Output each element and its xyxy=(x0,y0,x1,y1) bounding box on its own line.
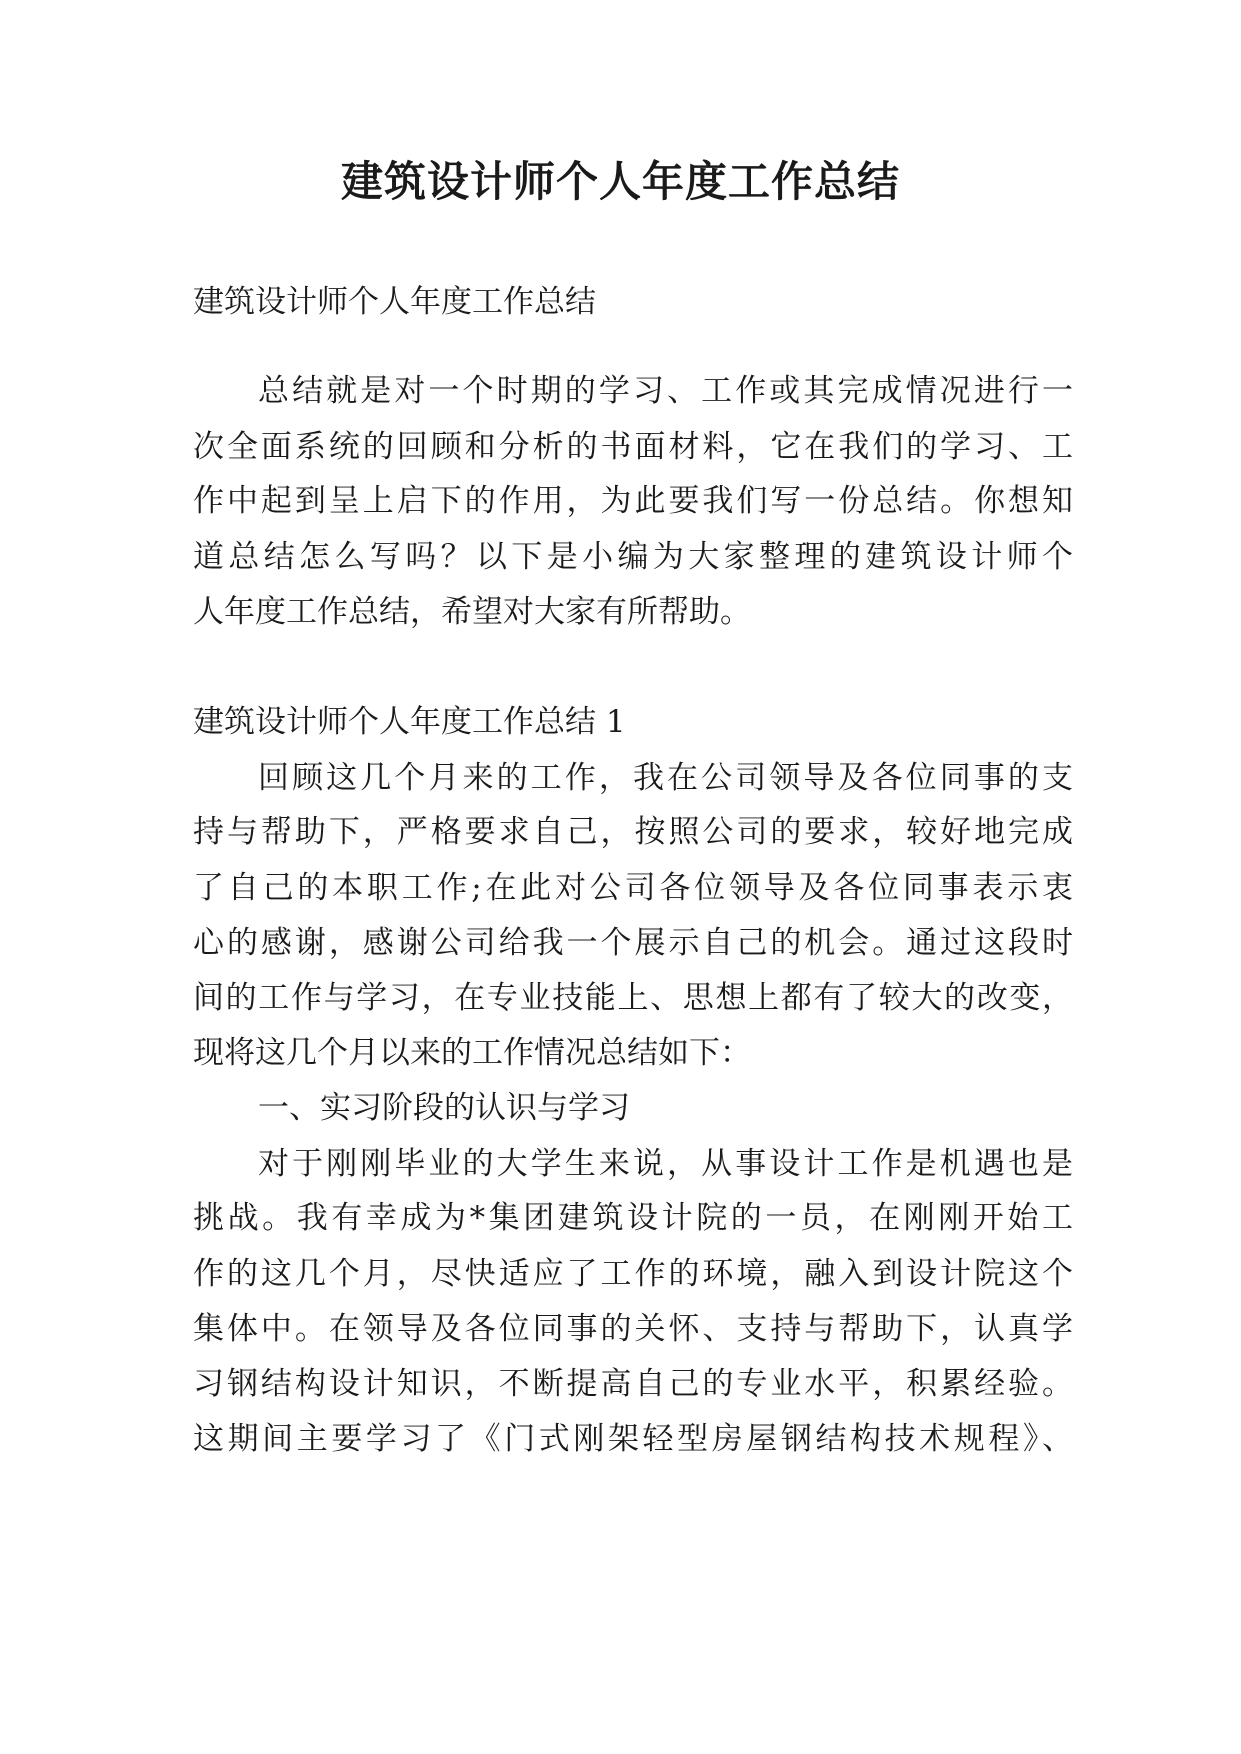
section-line-6: 现将这几个月以来的工作情况总结如下： xyxy=(193,1035,751,1071)
subheading: 一、实习阶段的认识与学习 xyxy=(258,1090,630,1126)
section-line-2: 持与帮助下，严格要求自己，按照公司的要求，较好地完成 xyxy=(193,814,1073,850)
document-title: 建筑设计师个人年度工作总结 xyxy=(340,157,900,206)
sub-line-3: 作的这几个月，尽快适应了工作的环境，融入到设计院这个 xyxy=(193,1256,1073,1292)
sub-line-6: 这期间主要学习了《门式刚架轻型房屋钢结构技术规程》、 xyxy=(193,1421,1073,1457)
sub-line-5: 习钢结构设计知识，不断提高自己的专业水平，积累经验。 xyxy=(193,1366,1073,1402)
section-heading: 建筑设计师个人年度工作总结 1 xyxy=(193,704,626,740)
intro-line-1: 总结就是对一个时期的学习、工作或其完成情况进行一 xyxy=(258,373,1073,409)
sub-line-1: 对于刚刚毕业的大学生来说，从事设计工作是机遇也是 xyxy=(258,1146,1073,1182)
section-line-5: 间的工作与学习，在专业技能上、思想上都有了较大的改变， xyxy=(193,980,1073,1016)
section-line-1: 回顾这几个月来的工作，我在公司领导及各位同事的支 xyxy=(258,760,1073,796)
document-subtitle: 建筑设计师个人年度工作总结 xyxy=(193,284,596,320)
sub-line-4: 集体中。在领导及各位同事的关怀、支持与帮助下，认真学 xyxy=(193,1311,1073,1347)
intro-line-3: 作中起到呈上启下的作用，为此要我们写一份总结。你想知 xyxy=(193,483,1073,519)
intro-line-2: 次全面系统的回顾和分析的书面材料，它在我们的学习、工 xyxy=(193,429,1073,465)
intro-line-4: 道总结怎么写吗？以下是小编为大家整理的建筑设计师个 xyxy=(193,539,1073,575)
intro-line-5: 人年度工作总结，希望对大家有所帮助。 xyxy=(193,594,751,630)
section-line-3: 了自己的本职工作;在此对公司各位领导及各位同事表示衷 xyxy=(193,870,1073,906)
sub-line-2: 挑战。我有幸成为*集团建筑设计院的一员，在刚刚开始工 xyxy=(193,1200,1073,1236)
section-line-4: 心的感谢，感谢公司给我一个展示自己的机会。通过这段时 xyxy=(193,925,1073,961)
